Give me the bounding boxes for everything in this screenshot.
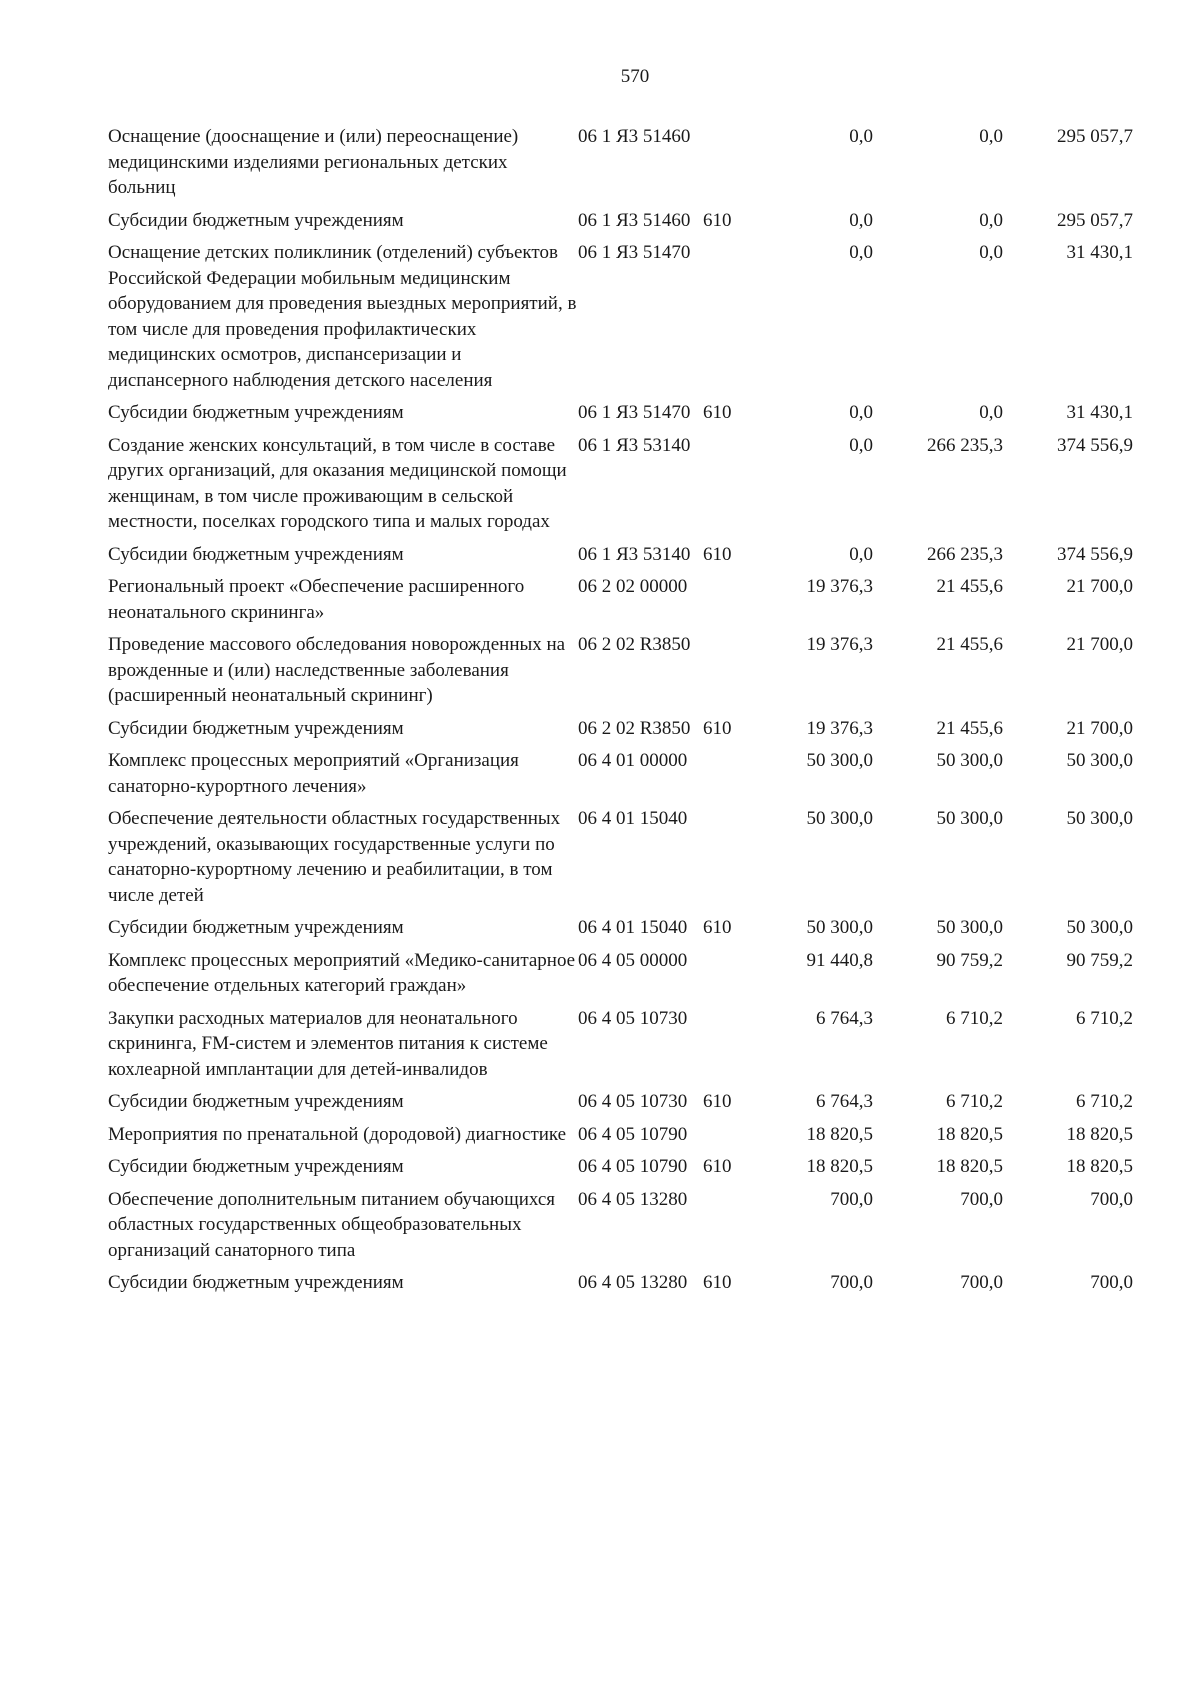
- row-name: Мероприятия по пренатальной (дородовой) диагностике: [108, 1123, 567, 1145]
- row-value-1: 0,0: [849, 402, 873, 423]
- row-value-2: 266 235,3: [927, 434, 1003, 456]
- table-row: [108, 1270, 1188, 1296]
- row-value-1: 18 820,5: [806, 1156, 873, 1177]
- row-value-3: 31 430,1: [1066, 402, 1133, 423]
- row-value-3: 6 710,2: [1076, 1091, 1133, 1112]
- row-expense-type: 610: [703, 1156, 732, 1177]
- row-code: 06 4 05 10730: [578, 1091, 688, 1112]
- row-code: 06 2 02 R3850: [578, 717, 691, 739]
- table-row: [108, 632, 1188, 709]
- row-name: Субсидии бюджетным учреждениям: [108, 717, 404, 739]
- row-value-1: 0,0: [849, 209, 873, 231]
- row-value-2: 266 235,3: [927, 543, 1003, 565]
- table-row: [108, 1089, 1188, 1115]
- row-code: 06 1 Я3 51460: [578, 209, 691, 231]
- table-row: [108, 1122, 1188, 1148]
- page-number: 570: [620, 66, 650, 87]
- row-value-3: 90 759,2: [1066, 949, 1133, 971]
- row-value-1: 50 300,0: [806, 750, 873, 771]
- row-name: Обеспечение деятельности областных государственных учреждений, оказывающих государственные услуги по санаторно-курортному лечению и реабилитации, в том числе детей: [108, 808, 561, 906]
- row-value-1: 0,0: [849, 126, 873, 147]
- table-row: [108, 542, 1188, 568]
- row-code: 06 4 05 13280: [578, 1188, 688, 1210]
- row-value-3: 50 300,0: [1066, 917, 1133, 938]
- row-code: 06 2 02 00000: [578, 576, 688, 597]
- row-name: Проведение массового обследования новорожденных на врожденные и (или) наследственные заболевания (расширенный неонатальный скрининг): [108, 634, 566, 706]
- row-name: Закупки расходных материалов для неонатального скрининга, FM-систем и элементов питания к системе кохлеарной имплантации для детей-инвалидов: [108, 1007, 548, 1080]
- row-value-3: 700,0: [1090, 1272, 1133, 1293]
- row-value-3: 21 700,0: [1066, 717, 1133, 739]
- row-code: 06 4 05 13280: [578, 1272, 688, 1293]
- row-code: 06 1 Я3 53140: [578, 434, 691, 456]
- table-row: [108, 915, 1188, 941]
- row-expense-type: 610: [703, 1272, 732, 1293]
- row-name: Комплекс процессных мероприятий «Медико-санитарное обеспечение отдельных категорий граждан»: [108, 949, 576, 996]
- row-value-3: 295 057,7: [1057, 209, 1133, 231]
- row-expense-type: 610: [703, 917, 732, 938]
- row-value-1: 700,0: [830, 1272, 873, 1293]
- row-code: 06 1 Я3 51460: [578, 126, 691, 147]
- row-code: 06 4 01 00000: [578, 750, 688, 771]
- row-name: Создание женских консультаций, в том числе в составе других организаций, для оказания медицинской помощи женщинам, в том числе проживающим в сельской местности, поселках городского типа и малых городах: [108, 434, 567, 532]
- row-value-3: 50 300,0: [1066, 808, 1133, 829]
- row-value-2: 0,0: [979, 126, 1003, 147]
- row-value-1: 19 376,3: [806, 576, 873, 597]
- row-value-1: 18 820,5: [806, 1123, 873, 1145]
- row-value-1: 6 764,3: [816, 1091, 873, 1112]
- row-code: 06 4 01 15040: [578, 808, 688, 829]
- row-value-2: 18 820,5: [936, 1156, 1003, 1177]
- row-value-2: 0,0: [979, 402, 1003, 423]
- row-value-2: 21 455,6: [936, 576, 1003, 597]
- row-name: Субсидии бюджетным учреждениям: [108, 543, 404, 565]
- row-expense-type: 610: [703, 717, 732, 739]
- row-name: Субсидии бюджетным учреждениям: [108, 1091, 404, 1112]
- row-value-1: 50 300,0: [806, 917, 873, 938]
- row-value-1: 91 440,8: [806, 949, 873, 971]
- table-row: [108, 1154, 1188, 1180]
- row-value-1: 0,0: [849, 242, 873, 263]
- row-name: Субсидии бюджетным учреждениям: [108, 1156, 404, 1177]
- row-value-3: 700,0: [1090, 1188, 1133, 1210]
- row-value-3: 21 700,0: [1066, 576, 1133, 597]
- row-name: Обеспечение дополнительным питанием обучающихся областных государственных общеобразовательных организаций санаторного типа: [108, 1188, 556, 1261]
- table-row: [108, 948, 1188, 999]
- row-code: 06 2 02 R3850: [578, 634, 691, 655]
- row-name: Субсидии бюджетным учреждениям: [108, 402, 404, 423]
- row-expense-type: 610: [703, 402, 732, 423]
- row-value-1: 50 300,0: [806, 808, 873, 829]
- row-value-1: 19 376,3: [806, 717, 873, 739]
- row-code: 06 4 05 10790: [578, 1156, 688, 1177]
- table-row: [108, 806, 1188, 908]
- row-name: Региональный проект «Обеспечение расширенного неонатального скрининга»: [108, 576, 525, 623]
- row-value-2: 50 300,0: [936, 917, 1003, 938]
- row-value-2: 6 710,2: [946, 1007, 1003, 1029]
- row-code: 06 1 Я3 51470: [578, 402, 691, 423]
- row-name: Комплекс процессных мероприятий «Организация санаторно-курортного лечения»: [108, 750, 519, 797]
- row-code: 06 4 05 10730: [578, 1007, 688, 1029]
- row-value-3: 374 556,9: [1057, 434, 1133, 456]
- row-value-1: 0,0: [849, 543, 873, 565]
- row-value-3: 21 700,0: [1066, 634, 1133, 655]
- row-name: Субсидии бюджетным учреждениям: [108, 1272, 404, 1293]
- row-name: Субсидии бюджетным учреждениям: [108, 917, 404, 938]
- row-name: Субсидии бюджетным учреждениям: [108, 209, 404, 231]
- row-value-3: 50 300,0: [1066, 750, 1133, 771]
- row-code: 06 4 01 15040: [578, 917, 688, 938]
- row-code: 06 4 05 10790: [578, 1123, 688, 1145]
- table-row: [108, 1187, 1188, 1264]
- row-value-2: 50 300,0: [936, 750, 1003, 771]
- table-row: [108, 400, 1188, 426]
- row-value-2: 50 300,0: [936, 808, 1003, 829]
- table-row: [108, 574, 1188, 625]
- table-row: [108, 124, 1188, 201]
- row-value-3: 295 057,7: [1057, 126, 1133, 147]
- row-value-2: 21 455,6: [936, 634, 1003, 655]
- row-value-2: 90 759,2: [936, 949, 1003, 971]
- table-row: [108, 433, 1188, 535]
- row-value-3: 374 556,9: [1057, 543, 1133, 565]
- table-row: [108, 208, 1188, 234]
- row-code: 06 1 Я3 51470: [578, 242, 691, 263]
- row-name: Оснащение детских поликлиник (отделений) субъектов Российской Федерации мобильным медицинским оборудованием для проведения выездных мероприятий, в том числе для проведения профилактических медицинских осмотров, диспансеризации и диспансерного наблюдения детского населения: [108, 242, 577, 391]
- row-code: 06 4 05 00000: [578, 949, 688, 971]
- table-row: [108, 716, 1188, 742]
- row-code: 06 1 Я3 53140: [578, 543, 691, 565]
- row-value-3: 31 430,1: [1066, 242, 1133, 263]
- row-name: Оснащение (дооснащение и (или) переоснащение) медицинскими изделиями региональных детских больниц: [108, 126, 519, 198]
- row-value-1: 700,0: [830, 1188, 873, 1210]
- table-row: [108, 748, 1188, 799]
- row-value-1: 19 376,3: [806, 634, 873, 655]
- row-value-2: 6 710,2: [946, 1091, 1003, 1112]
- row-expense-type: 610: [703, 543, 732, 565]
- row-value-1: 6 764,3: [816, 1007, 873, 1029]
- row-value-3: 18 820,5: [1066, 1156, 1133, 1177]
- row-value-1: 0,0: [849, 434, 873, 456]
- row-expense-type: 610: [703, 1091, 732, 1112]
- row-value-2: 0,0: [979, 209, 1003, 231]
- budget-table: [108, 124, 1188, 1303]
- table-row: [108, 240, 1188, 393]
- row-value-2: 700,0: [960, 1188, 1003, 1210]
- row-value-3: 6 710,2: [1076, 1007, 1133, 1029]
- table-row: [108, 1006, 1188, 1083]
- row-value-3: 18 820,5: [1066, 1123, 1133, 1145]
- row-value-2: 700,0: [960, 1272, 1003, 1293]
- row-expense-type: 610: [703, 209, 732, 231]
- row-value-2: 0,0: [979, 242, 1003, 263]
- row-value-2: 21 455,6: [936, 717, 1003, 739]
- row-value-2: 18 820,5: [936, 1123, 1003, 1145]
